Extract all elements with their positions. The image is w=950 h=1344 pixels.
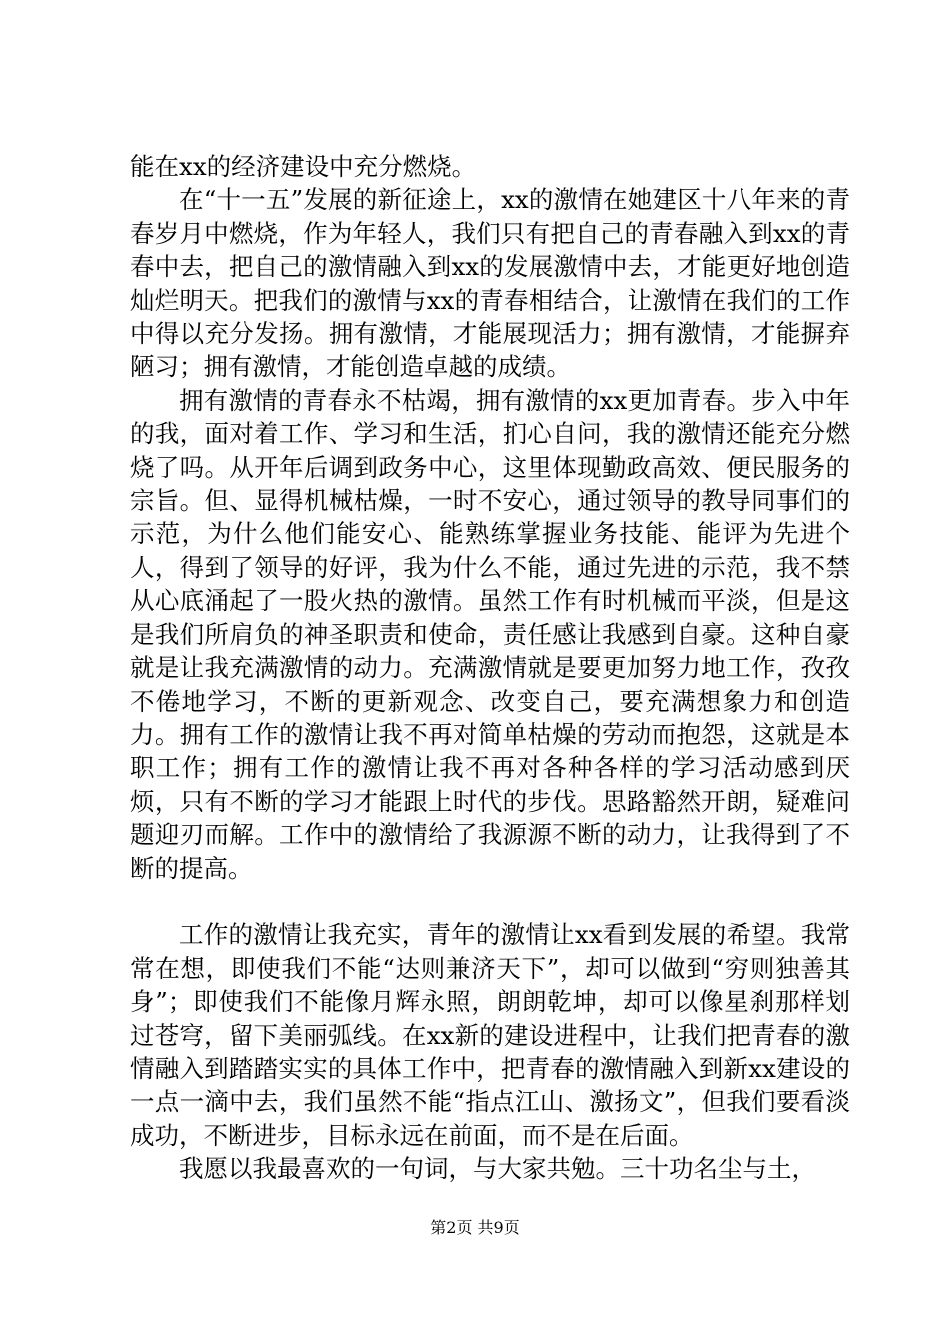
paragraph: 工作的激情让我充实，青年的激情让xx看到发展的希望。我常常在想，即使我们不能“达则兼济天下”，却可以做到“穷则独善其身”；即使我们不能像月辉永照，朗朗乾坤，却可以像星刹那样划过苍穹，留下美丽弧线。在xx新的建设进程中，让我们把青春的激情融入到踏踏实实的具体工作中，把青春的激情融入到新xx建设的一点一滴中去，我们虽然不能“指点江山、激扬文”，但我们要看淡成功，不断进步，目标永远在前面，而不是在后面。 — [130, 920, 850, 1150]
paragraph-gap — [130, 885, 850, 918]
paragraph-continuation: 能在xx的经济建设中充分燃烧。 — [130, 152, 477, 181]
paragraph: 我愿以我最喜欢的一句词，与大家共勉。三十功名尘与土， — [179, 1154, 816, 1184]
body-text — [130, 150, 850, 1186]
paragraph: 拥有激情的青春永不枯竭，拥有激情的xx更加青春。步入中年的我，面对着工作、学习和生活，扪心自问，我的激情还能充分燃烧了吗。从开年后调到政务中心，这里体现勤政高效、便民服务的宗旨。但、显得机械枯燥，一时不安心，通过领导的教导同事们的示范，为什么他们能安心、能熟练掌握业务技能、能评为先进个人，得到了领导的好评，我为什么不能，通过先进的示范，我不禁从心底涌起了一股火热的激情。虽然工作有时机械而平淡，但是这是我们所肩负的神圣职责和使命，责任感让我感到自豪。这种自豪就是让我充满激情的动力。充满激情就是要更加努力地工作，孜孜不倦地学习，不断的更新观念、改变自己，要充满想象力和创造力。拥有工作的激情让我不再对简单枯燥的劳动而抱怨，这就是本职工作；拥有工作的激情让我不再对各种各样的学习活动感到厌烦，只有不断的学习才能跟上时代的步伐。思路豁然开朗，疑难问题迎刃而解。工作中的激情给了我源源不断的动力，让我得到了不断的提高。 — [130, 385, 850, 883]
page-number-footer: 第2页 共9页 — [430, 1218, 520, 1237]
paragraph: 在“十一五”发展的新征途上，xx的激情在她建区十八年来的青春岁月中燃烧，作为年轻人，我们只有把自己的青春融入到xx的青春中去，把自己的激情融入到xx的发展激情中去，才能更好地创造灿烂明天。把我们的激情与xx的青春相结合，让激情在我们的工作中得以充分发扬。拥有激情，才能展现活力；拥有激情，才能摒弃陋习；拥有激情，才能创造卓越的成绩。 — [130, 185, 850, 382]
